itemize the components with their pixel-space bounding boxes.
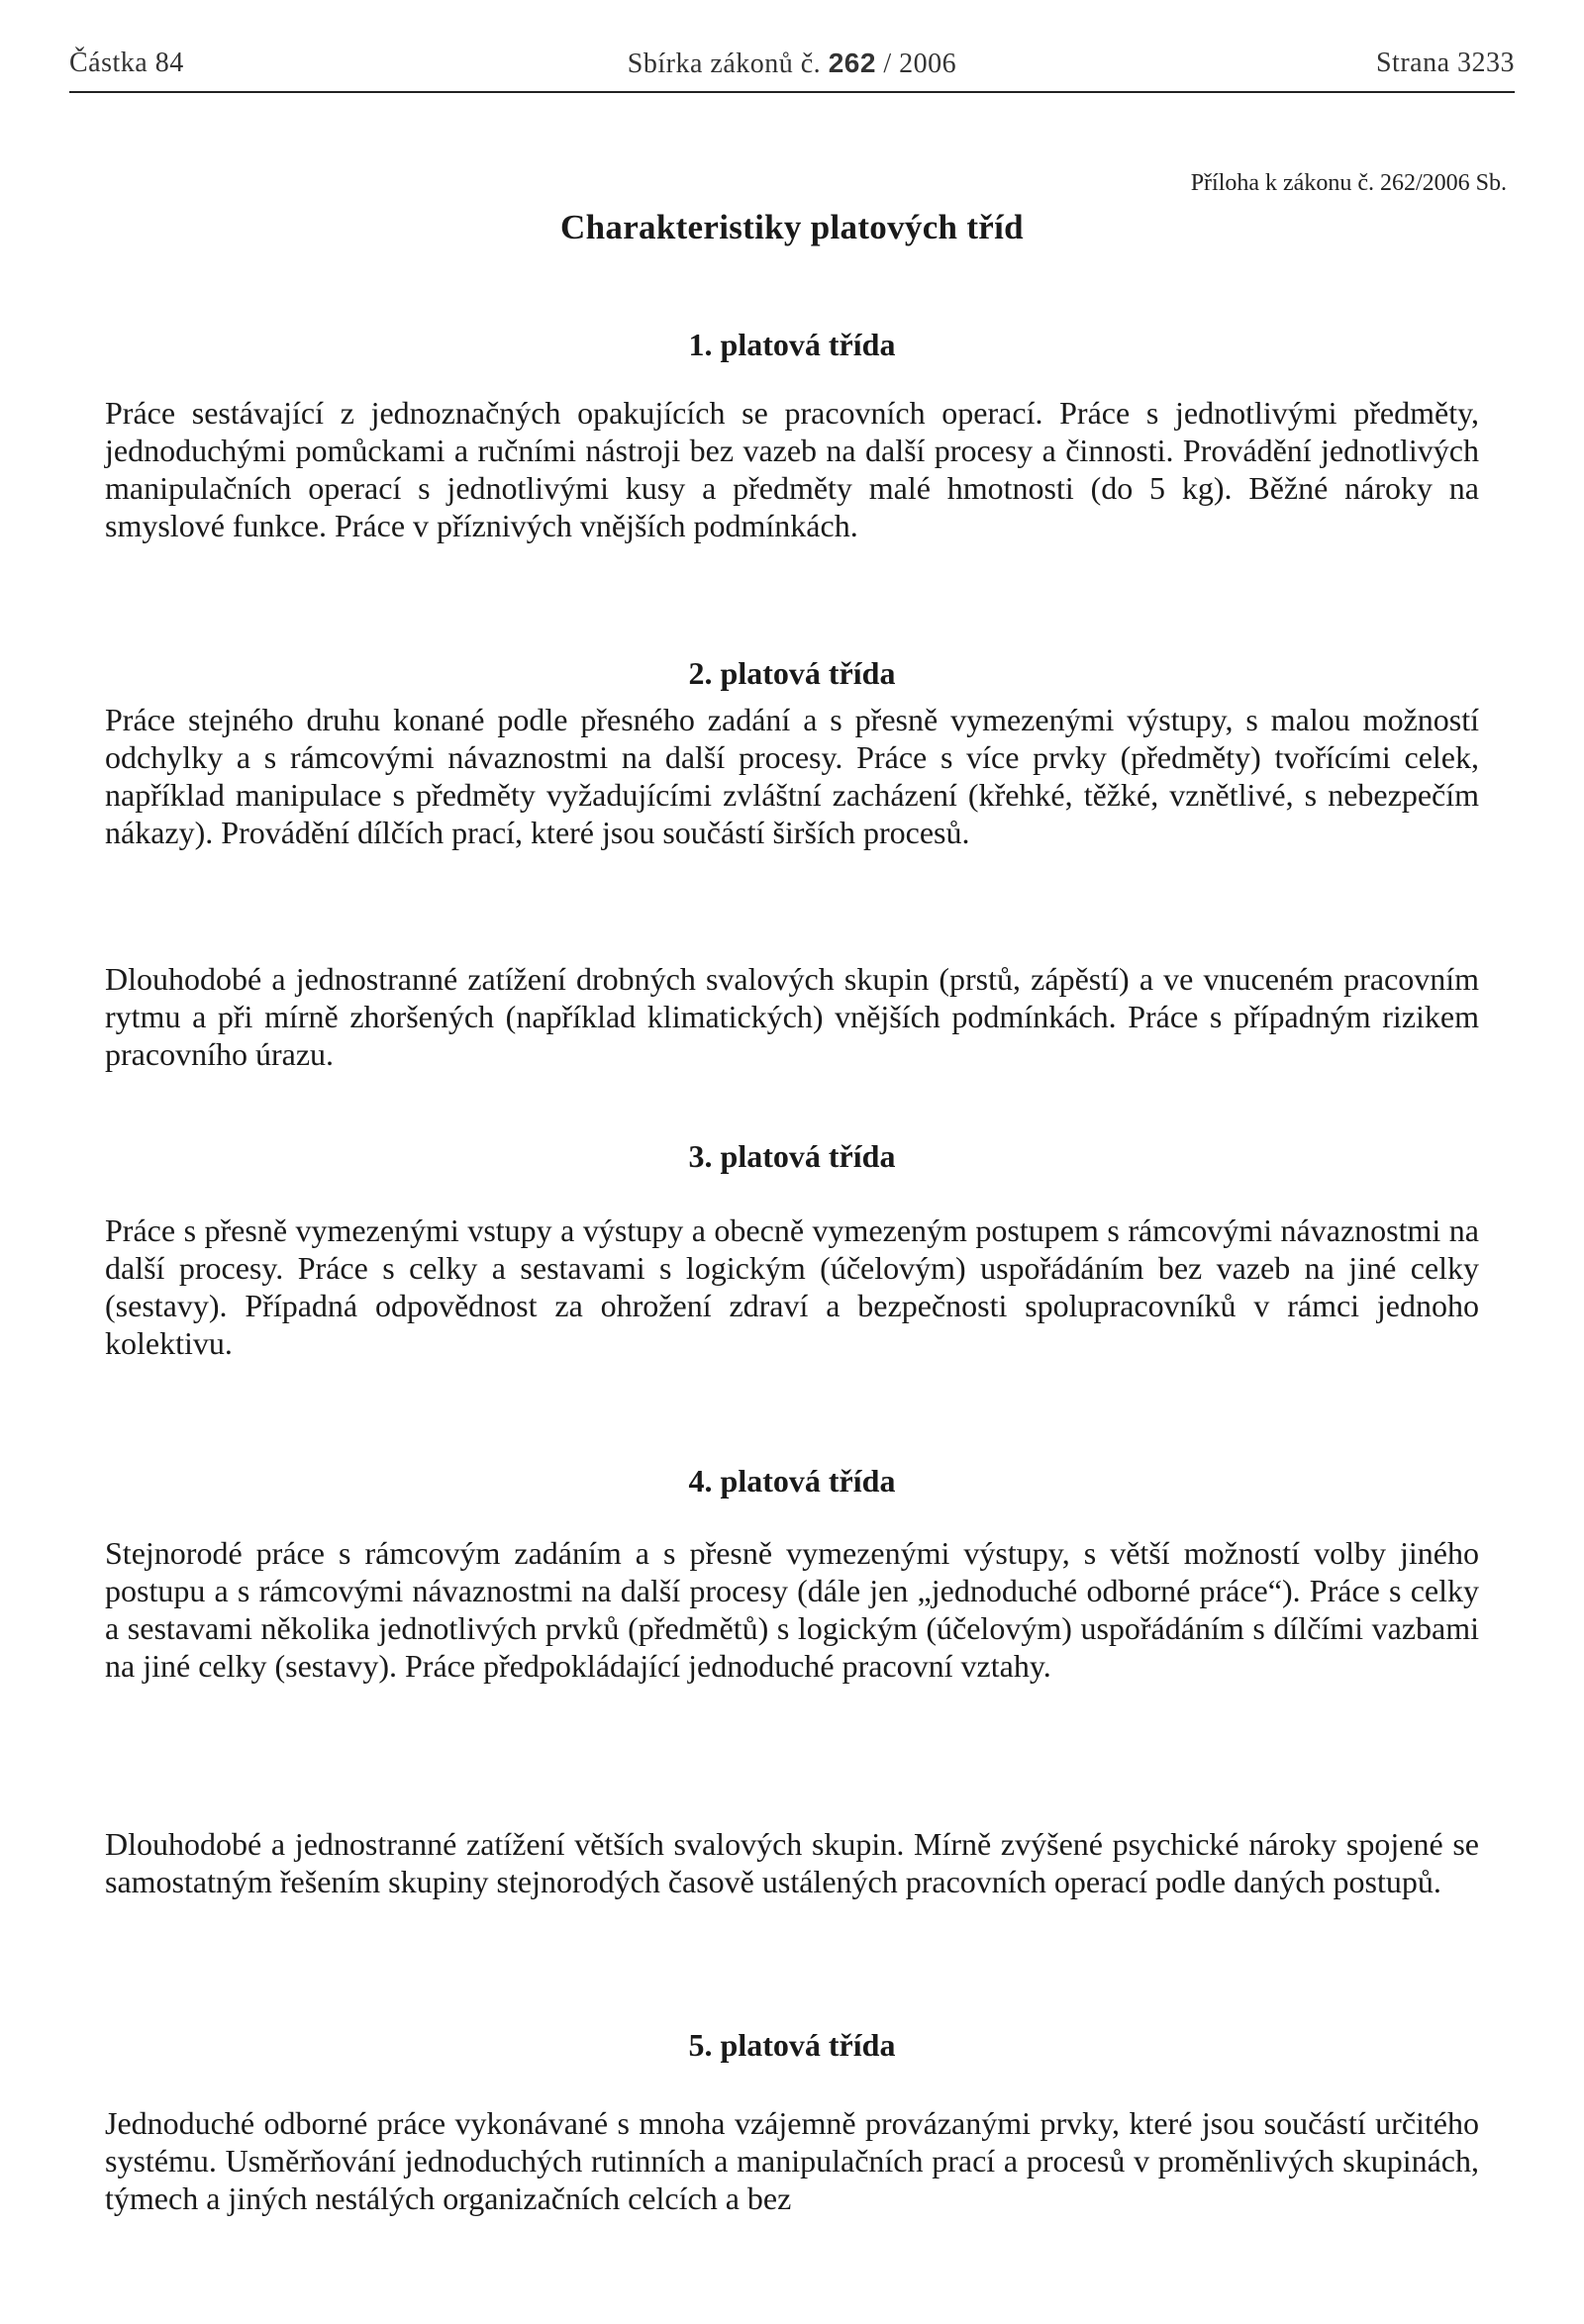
header-issue: Částka 84: [69, 48, 184, 78]
section-paragraph: Práce sestávající z jednoznačných opakujících se pracovních operací. Práce s jednotlivými předměty, jednoduchými pomůckami a ručními nástroji bez vazeb na další procesy a činnosti. Provádění jednotlivých manipulačních operací s jednotlivými kusy a předměty malé hmotnosti (do 5 kg). Běžné nároky na smyslové funkce. Práce v příznivých vnějších podmínkách.: [105, 395, 1479, 543]
section-paragraph: Dlouhodobé a jednostranné zatížení drobných svalových skupin (prstů, zápěstí) a ve vnuceném pracovním rytmu a při mírně zhoršených (například klimatických) vnějších podmínkách. Práce s případným rizikem pracovního úrazu.: [105, 961, 1479, 1072]
section-paragraph: Práce stejného druhu konané podle přesného zadání a s přesně vymezenými výstupy, s malou možností odchylky a s rámcovými návaznostmi na další procesy. Práce s více prvky (předměty) tvořícími celek, například manipulace s předměty vyžadujícími zvláštní zacházení (křehké, těžké, vznětlivé, s nebezpečím nákazy). Provádění dílčích prací, které jsou součástí širších procesů.: [105, 702, 1479, 850]
section-heading: 4. platová třída: [688, 1463, 896, 1499]
page-header: [69, 48, 1515, 93]
section-paragraph: Jednoduché odborné práce vykonávané s mnoha vzájemně provázanými prvky, které jsou součástí určitého systému. Usměrňování jednoduchých rutinních a manipulačních prací a procesů v proměnlivých skupinách, týmech a jiných nestálých organizačních celcích a bez: [105, 2105, 1479, 2216]
annex-label: Příloha k zákonu č. 262/2006 Sb.: [1190, 170, 1507, 196]
section-heading: 1. platová třída: [688, 327, 896, 362]
section-heading: 2. platová třída: [688, 655, 896, 691]
header-collection: [69, 48, 1515, 80]
header-law-number: 262: [828, 48, 876, 78]
header-page-number: Strana 3233: [1375, 48, 1515, 78]
document-title: Charakteristiky platových tříd: [560, 208, 1024, 246]
section-paragraph: Stejnorodé práce s rámcovým zadáním a s přesně vymezenými výstupy, s větší možností volby jiného postupu a s rámcovými návaznostmi na další procesy (dále jen „jednoduché odborné práce“). Práce s celky a sestavami několika jednotlivých prvků (předmětů) s logickým (účelovým) uspořádáním s dílčími vazbami na jiné celky (sestavy). Práce předpokládající jednoduché pracovní vztahy.: [105, 1535, 1479, 1684]
section-paragraph: Práce s přesně vymezenými vstupy a výstupy a obecně vymezeným postupem s rámcovými návaznostmi na další procesy. Práce s celky a sestavami s logickým (účelovým) uspořádáním bez vazeb na jiné celky (sestavy). Případná odpovědnost za ohrožení zdraví a bezpečnosti spolupracovníků v rámci jednoho kolektivu.: [105, 1212, 1479, 1361]
section-paragraph: Dlouhodobé a jednostranné zatížení větších svalových skupin. Mírně zvýšené psychické nároky spojené se samostatným řešením skupiny stejnorodých časově ustálených pracovních operací podle daných postupů.: [105, 1826, 1479, 1899]
header-collection-prefix: Sbírka zákonů č.: [627, 48, 829, 79]
section-heading: 3. platová třída: [688, 1138, 896, 1174]
header-collection-year: / 2006: [875, 48, 957, 79]
section-heading: 5. platová třída: [688, 2027, 896, 2063]
